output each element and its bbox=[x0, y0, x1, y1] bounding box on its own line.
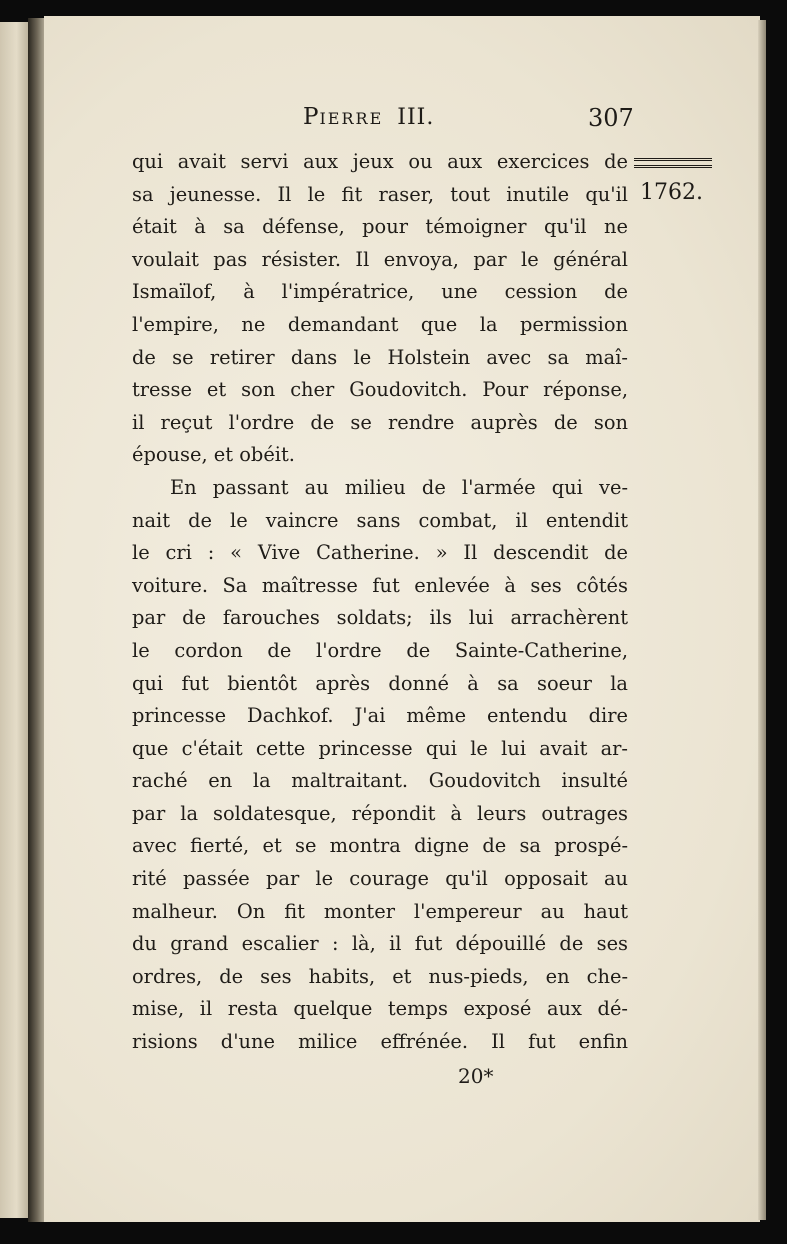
margin-rule bbox=[634, 158, 712, 168]
text-line: risions d'une milice effrénée. Il fut enfin bbox=[132, 1030, 628, 1054]
text-line: que c'était cette princesse qui le lui avait ar- bbox=[132, 736, 628, 760]
text-line: En passant au milieu de l'armée qui ve- bbox=[170, 475, 628, 499]
text-line: le cri : « Vive Catherine. » Il descendit de bbox=[132, 541, 628, 565]
text-line: mise, il resta quelque temps exposé aux dé- bbox=[132, 997, 628, 1021]
text-line: par de farouches soldats; ils lui arrachèrent bbox=[132, 606, 628, 630]
page-number: 307 bbox=[588, 104, 634, 132]
text-line: Ismaïlof, à l'impératrice, une cession de bbox=[132, 280, 628, 304]
text-line: sa jeunesse. Il le fit raser, tout inutile qu'il bbox=[132, 182, 628, 206]
text-line: de se retirer dans le Holstein avec sa maî- bbox=[132, 345, 628, 369]
text-line: du grand escalier : là, il fut dépouillé de ses bbox=[132, 932, 628, 956]
text-line: il reçut l'ordre de se rendre auprès de son bbox=[132, 410, 628, 434]
body-text bbox=[132, 146, 628, 1059]
text-line: voulait pas résister. Il envoya, par le général bbox=[132, 247, 628, 271]
text-line: qui fut bientôt après donné à sa soeur la bbox=[132, 671, 628, 695]
text-line: l'empire, ne demandant que la permission bbox=[132, 312, 628, 336]
title-small-caps: IERRE bbox=[319, 109, 384, 128]
margin-year: 1762. bbox=[640, 180, 703, 205]
text-line: princesse Dachkof. J'ai même entendu dire bbox=[132, 704, 628, 728]
signature-mark: 20* bbox=[458, 1064, 494, 1088]
text-line: tresse et son cher Goudovitch. Pour réponse, bbox=[132, 378, 628, 402]
text-line: le cordon de l'ordre de Sainte-Catherine, bbox=[132, 638, 628, 662]
text-line: malheur. On fit monter l'empereur au haut bbox=[132, 899, 628, 923]
text-line: nait de le vaincre sans combat, il entendit bbox=[132, 508, 628, 532]
page-edge bbox=[758, 20, 766, 1220]
running-head-title bbox=[303, 104, 434, 130]
facing-page-edge bbox=[0, 22, 30, 1218]
text-line: était à sa défense, pour témoigner qu'il ne bbox=[132, 215, 628, 239]
running-header bbox=[0, 100, 787, 140]
title-roman-numeral: III. bbox=[397, 105, 435, 130]
text-line: ordres, de ses habits, et nus-pieds, en che- bbox=[132, 964, 628, 988]
text-line: raché en la maltraitant. Goudovitch insulté bbox=[132, 769, 628, 793]
title-initial: P bbox=[303, 104, 320, 130]
text-line: qui avait servi aux jeux ou aux exercices de bbox=[132, 150, 628, 173]
text-line: par la soldatesque, répondit à leurs outrages bbox=[132, 801, 628, 825]
text-line: épouse, et obéit. bbox=[132, 443, 295, 467]
text-line: voiture. Sa maîtresse fut enlevée à ses côtés bbox=[132, 573, 628, 597]
text-line: rité passée par le courage qu'il opposait au bbox=[132, 867, 628, 891]
text-line: avec fierté, et se montra digne de sa prospé- bbox=[132, 834, 628, 858]
